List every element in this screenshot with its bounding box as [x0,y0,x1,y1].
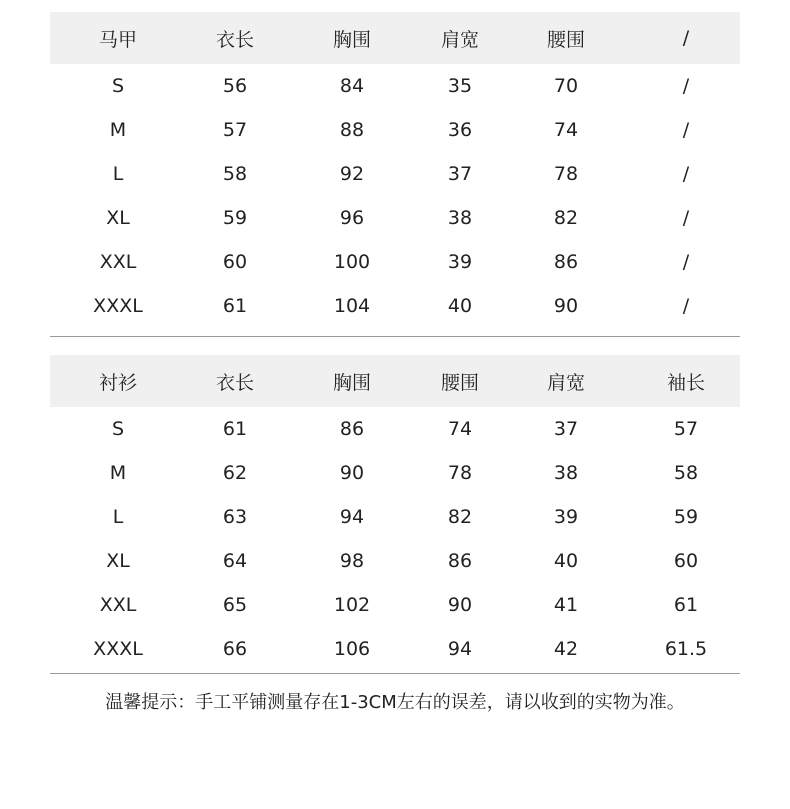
vest-header-row [50,12,740,64]
table-cell: 94 [339,506,365,528]
table-cell: 100 [333,251,371,273]
table-cell: 63 [222,506,248,528]
table-cell: L [112,506,124,528]
vest-header-cell: / [682,27,690,49]
table-cell: 60 [673,550,699,572]
vest-header-cell: 马甲 [98,28,137,51]
table-row [50,240,740,284]
table-cell: 104 [333,295,371,317]
table-cell: 74 [553,119,579,141]
table-row [50,284,740,328]
table-cell: XXL [99,251,137,273]
table-cell: XXXL [93,295,143,317]
vest-header-cell: 衣长 [215,28,254,51]
table-row [50,196,740,240]
table-cell: 86 [447,550,473,572]
table-cell: 57 [673,418,699,440]
shirt-header-row [50,355,740,407]
table-cell: 59 [222,207,248,229]
table-row [50,451,740,495]
table-cell: 65 [222,594,248,616]
table-cell: 84 [339,75,365,97]
table-cell: M [109,462,127,484]
table-row [50,108,740,152]
shirt-header-cell: 胸围 [332,371,371,394]
table-row [50,152,740,196]
table-cell: 78 [447,462,473,484]
table-cell: 58 [222,163,248,185]
table-cell: / [682,251,690,273]
shirt-size-table [50,355,740,671]
table-divider [50,673,740,674]
measurement-note: 温馨提示：手工平铺测量存在1-3CM左右的误差，请以收到的实物为准。 [105,692,685,713]
table-cell: 40 [447,295,473,317]
table-cell: XL [106,207,130,229]
table-cell: 96 [339,207,365,229]
table-cell: 39 [447,251,473,273]
table-cell: 41 [553,594,579,616]
table-cell: 37 [553,418,579,440]
table-row [50,583,740,627]
shirt-header-cell: 衬衫 [98,371,137,394]
table-cell: S [111,418,125,440]
vest-header-cell: 胸围 [332,28,371,51]
table-cell: XXXL [93,638,143,660]
table-row [50,64,740,108]
shirt-header-cell: 腰围 [440,371,479,394]
table-cell: 35 [447,75,473,97]
table-cell: 78 [553,163,579,185]
table-cell: 38 [447,207,473,229]
table-cell: 106 [333,638,371,660]
table-cell: / [682,207,690,229]
table-cell: 86 [553,251,579,273]
shirt-header-cell: 袖长 [666,371,705,394]
table-cell: 86 [339,418,365,440]
table-cell: 37 [447,163,473,185]
table-cell: 56 [222,75,248,97]
table-cell: 82 [553,207,579,229]
table-cell: 64 [222,550,248,572]
table-cell: 70 [553,75,579,97]
table-row [50,495,740,539]
table-cell: 98 [339,550,365,572]
table-cell: XL [106,550,130,572]
table-cell: 61 [673,594,699,616]
table-cell: / [682,119,690,141]
vest-size-table [50,12,740,328]
shirt-header-cell: 衣长 [215,371,254,394]
table-cell: S [111,75,125,97]
table-cell: 74 [447,418,473,440]
table-cell: 90 [447,594,473,616]
table-cell: 42 [553,638,579,660]
table-cell: 38 [553,462,579,484]
table-cell: / [682,75,690,97]
table-cell: 90 [553,295,579,317]
table-row [50,627,740,671]
table-cell: 61 [222,295,248,317]
table-cell: 82 [447,506,473,528]
table-cell: 66 [222,638,248,660]
table-row [50,407,740,451]
table-cell: 59 [673,506,699,528]
table-cell: 88 [339,119,365,141]
table-cell: 61 [222,418,248,440]
table-cell: 58 [673,462,699,484]
table-cell: L [112,163,124,185]
table-cell: 40 [553,550,579,572]
vest-header-cell: 腰围 [546,28,585,51]
table-cell: 92 [339,163,365,185]
table-cell: / [682,295,690,317]
table-cell: 61.5 [664,638,708,660]
table-cell: 36 [447,119,473,141]
table-cell: M [109,119,127,141]
table-cell: / [682,163,690,185]
table-cell: 102 [333,594,371,616]
vest-header-cell: 肩宽 [440,28,479,51]
table-cell: XXL [99,594,137,616]
table-cell: 60 [222,251,248,273]
table-divider [50,336,740,337]
table-cell: 62 [222,462,248,484]
table-cell: 90 [339,462,365,484]
table-cell: 57 [222,119,248,141]
table-cell: 94 [447,638,473,660]
shirt-header-cell: 肩宽 [546,371,585,394]
table-cell: 39 [553,506,579,528]
table-row [50,539,740,583]
